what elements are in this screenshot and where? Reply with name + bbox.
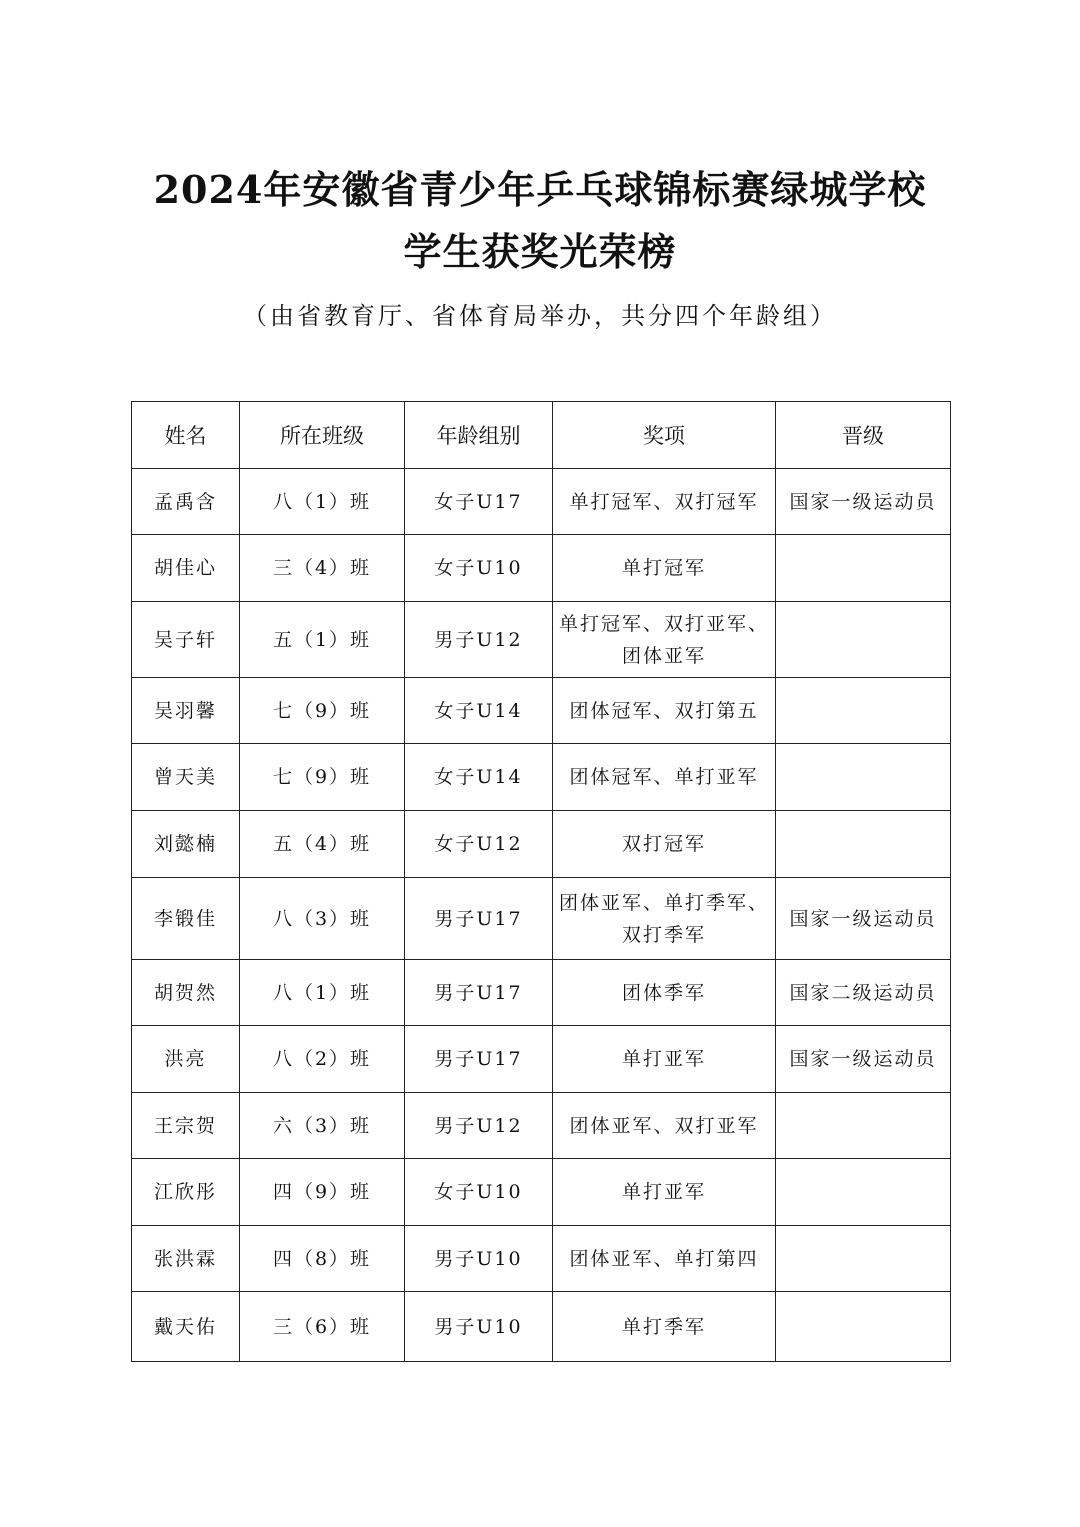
cell-age-group: 男子U17	[405, 1026, 553, 1093]
cell-name: 洪亮	[132, 1026, 240, 1093]
award-line: 团体亚军、单打第四	[569, 1247, 759, 1270]
award-line: 团体季军	[621, 981, 706, 1004]
cell-promotion: 国家一级运动员	[776, 878, 951, 960]
award-line: 单打冠军、双打亚军、	[559, 612, 770, 635]
table-row	[132, 1159, 951, 1226]
cell-name: 吴子轩	[132, 602, 240, 678]
cell-age-group: 女子U10	[405, 535, 553, 602]
award-line: 团体亚军	[621, 644, 706, 667]
cell-class: 六（3）班	[240, 1093, 405, 1159]
table-row	[132, 602, 951, 678]
cell-name: 孟禹含	[132, 469, 240, 535]
cell-award	[553, 960, 776, 1026]
table-row	[132, 878, 951, 960]
table-row	[132, 469, 951, 535]
cell-age-group: 男子U10	[405, 1226, 553, 1292]
table-row	[132, 678, 951, 744]
cell-award	[553, 1093, 776, 1159]
cell-class: 三（4）班	[240, 535, 405, 602]
cell-award	[553, 678, 776, 744]
table-row	[132, 1093, 951, 1159]
table-row	[132, 744, 951, 811]
cell-promotion	[776, 1292, 951, 1362]
cell-promotion	[776, 535, 951, 602]
cell-name: 胡贺然	[132, 960, 240, 1026]
award-line: 团体冠军、双打第五	[569, 699, 759, 722]
cell-class: 五（1）班	[240, 602, 405, 678]
cell-age-group: 男子U12	[405, 1093, 553, 1159]
cell-age-group: 男子U17	[405, 960, 553, 1026]
document-title-line-2: 学生获奖光荣榜	[403, 229, 677, 274]
cell-award	[553, 878, 776, 960]
cell-award	[553, 1292, 776, 1362]
cell-age-group: 女子U17	[405, 469, 553, 535]
cell-name: 张洪霖	[132, 1226, 240, 1292]
honor-roll-table	[131, 401, 951, 1362]
cell-name: 江欣彤	[132, 1159, 240, 1226]
cell-age-group: 女子U10	[405, 1159, 553, 1226]
cell-class: 八（3）班	[240, 878, 405, 960]
award-line: 团体亚军、单打季军、	[559, 891, 770, 914]
award-line: 单打亚军	[621, 1048, 706, 1070]
cell-class: 七（9）班	[240, 744, 405, 811]
cell-class: 七（9）班	[240, 678, 405, 744]
cell-class: 八（2）班	[240, 1026, 405, 1093]
cell-promotion: 国家二级运动员	[776, 960, 951, 1026]
table-row	[132, 535, 951, 602]
cell-class: 四（8）班	[240, 1226, 405, 1292]
award-line: 单打冠军、双打冠军	[569, 490, 759, 513]
cell-award	[553, 535, 776, 602]
cell-age-group: 男子U17	[405, 878, 553, 960]
cell-award	[553, 602, 776, 678]
table-row	[132, 811, 951, 878]
award-line: 团体冠军、单打亚军	[569, 766, 759, 788]
award-line: 单打亚军	[621, 1181, 706, 1203]
header-class: 所在班级	[240, 402, 405, 469]
cell-name: 胡佳心	[132, 535, 240, 602]
cell-age-group: 男子U12	[405, 602, 553, 678]
cell-age-group: 女子U14	[405, 678, 553, 744]
award-line: 双打冠军	[621, 833, 706, 855]
cell-promotion	[776, 602, 951, 678]
award-line: 单打季军	[621, 1315, 706, 1338]
table-row	[132, 1026, 951, 1093]
table-row	[132, 1292, 951, 1362]
cell-class: 五（4）班	[240, 811, 405, 878]
cell-promotion	[776, 1226, 951, 1292]
cell-award	[553, 1226, 776, 1292]
award-line: 团体亚军、双打亚军	[569, 1114, 759, 1137]
cell-award	[553, 744, 776, 811]
cell-age-group: 男子U10	[405, 1292, 553, 1362]
table-row	[132, 1226, 951, 1292]
cell-name: 吴羽馨	[132, 678, 240, 744]
cell-class: 四（9）班	[240, 1159, 405, 1226]
cell-award	[553, 1159, 776, 1226]
cell-name: 刘懿楠	[132, 811, 240, 878]
cell-name: 曾天美	[132, 744, 240, 811]
document-title-line-1: 2024年安徽省青少年乒乓球锦标赛绿城学校	[153, 167, 927, 212]
table-row	[132, 960, 951, 1026]
cell-name: 李锻佳	[132, 878, 240, 960]
cell-promotion	[776, 744, 951, 811]
cell-name: 戴天佑	[132, 1292, 240, 1362]
cell-promotion	[776, 1159, 951, 1226]
cell-promotion: 国家一级运动员	[776, 469, 951, 535]
cell-award	[553, 469, 776, 535]
table-header-row	[132, 402, 951, 469]
cell-age-group: 女子U14	[405, 744, 553, 811]
header-name: 姓名	[132, 402, 240, 469]
cell-class: 三（6）班	[240, 1292, 405, 1362]
cell-age-group: 女子U12	[405, 811, 553, 878]
cell-name: 王宗贺	[132, 1093, 240, 1159]
cell-class: 八（1）班	[240, 960, 405, 1026]
header-age-group: 年龄组别	[405, 402, 553, 469]
header-award: 奖项	[553, 402, 776, 469]
cell-award	[553, 811, 776, 878]
award-line: 单打冠军	[621, 557, 706, 579]
header-promotion: 晋级	[776, 402, 951, 469]
document-subtitle: （由省教育厅、省体育局举办，共分四个年龄组）	[243, 302, 837, 330]
cell-promotion	[776, 1093, 951, 1159]
award-line: 双打季军	[621, 923, 706, 946]
cell-award	[553, 1026, 776, 1093]
cell-promotion	[776, 811, 951, 878]
cell-promotion: 国家一级运动员	[776, 1026, 951, 1093]
cell-promotion	[776, 678, 951, 744]
cell-class: 八（1）班	[240, 469, 405, 535]
